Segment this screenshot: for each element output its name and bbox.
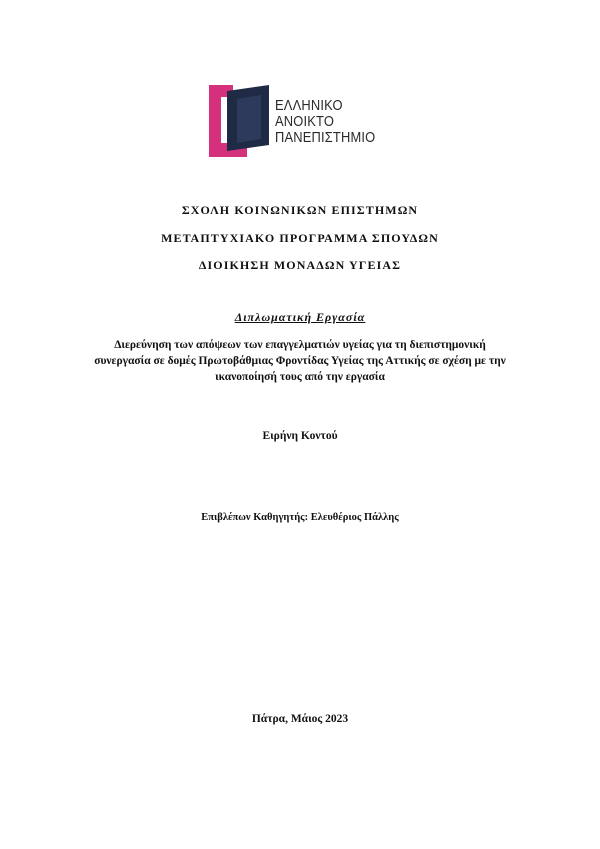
logo-emblem-icon bbox=[207, 83, 273, 159]
title-line-3: ικανοποίησή τους από την εργασία bbox=[215, 371, 385, 383]
university-logo bbox=[207, 83, 397, 159]
title-line-1: Διερεύνηση των απόψεων των επαγγελματιών υγείας για τη διεπιστημονική bbox=[114, 339, 486, 351]
document-type: Διπλωματική Εργασία bbox=[234, 310, 366, 324]
logo-line-1: ΕΛΛΗΝΙΚΟ bbox=[275, 97, 343, 114]
logo-line-3: ΠΑΝΕΠΙΣΤΗΜΙΟ bbox=[275, 129, 376, 146]
logo-wordmark bbox=[275, 98, 392, 146]
place-date: Πάτρα, Μάιος 2023 bbox=[251, 713, 349, 725]
program-name: ΜΕΤΑΠΤΥΧΙΑΚΟ ΠΡΟΓΡΑΜΜΑ ΣΠΟΥΔΩΝ bbox=[161, 231, 439, 245]
specialization-name: ΔΙΟΙΚΗΣΗ ΜΟΝΑΔΩΝ ΥΓΕΙΑΣ bbox=[198, 258, 402, 272]
logo-line-2: ΑΝΟΙΚΤΟ bbox=[275, 113, 335, 130]
author-name: Ειρήνη Κοντού bbox=[262, 430, 338, 442]
school-name: ΣΧΟΛΗ ΚΟΙΝΩΝΙΚΩΝ ΕΠΙΣΤΗΜΩΝ bbox=[181, 203, 419, 217]
supervisor: Επιβλέπων Καθηγητής: Ελευθέριος Πάλλης bbox=[201, 512, 399, 523]
thesis-title bbox=[78, 337, 522, 385]
title-line-2: συνεργασία σε δομές Πρωτοβάθμιας Φροντίδας Υγείας της Αττικής σε σχέση με την bbox=[94, 355, 506, 367]
